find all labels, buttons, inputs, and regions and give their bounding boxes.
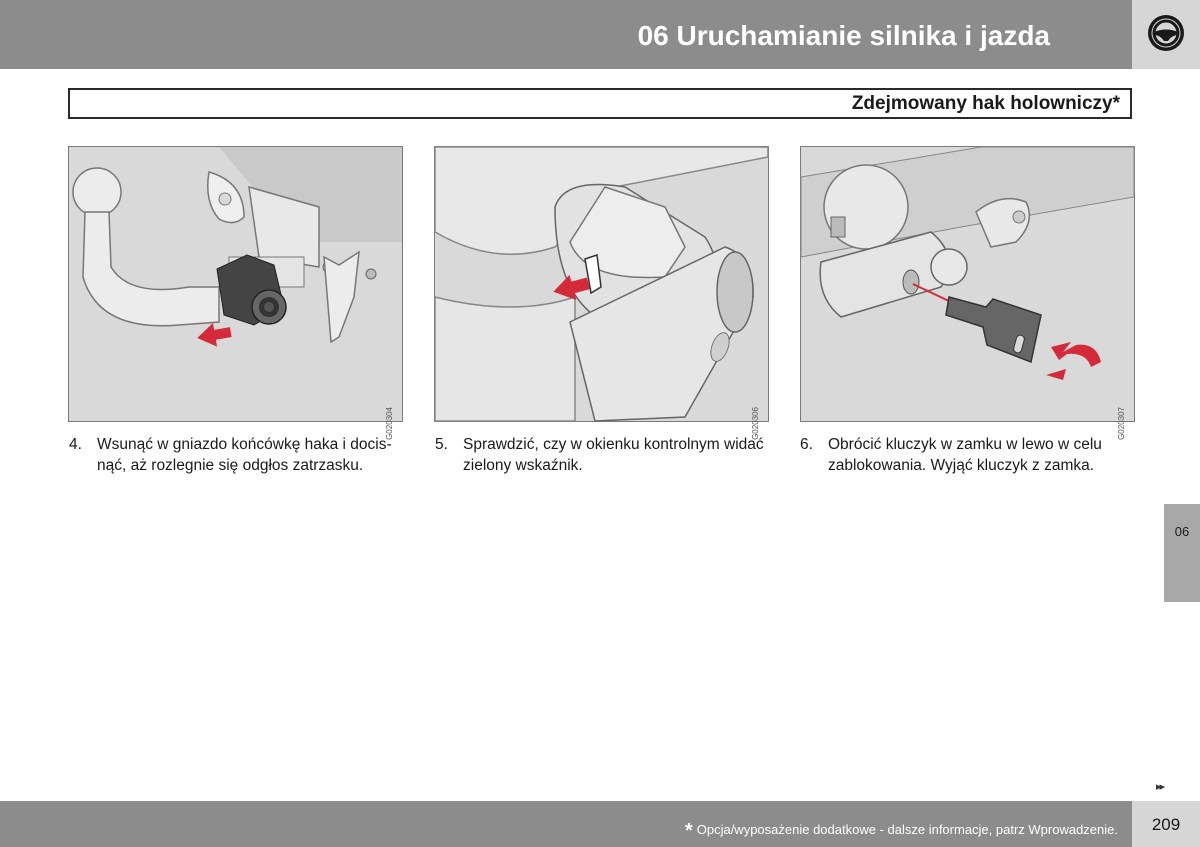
footnote-star: * <box>684 820 693 842</box>
step-number: 4. <box>69 436 82 453</box>
step-text: Wsunąć w gniazdo końcówkę haka i docis-nąć, aż rozlegnie się odgłos zatrzasku. <box>97 436 392 474</box>
step-number: 5. <box>435 436 448 453</box>
lock-key-illustration <box>801 147 1134 421</box>
chapter-side-tab-label: 06 <box>1174 524 1190 539</box>
section-title-box <box>68 88 1132 119</box>
page-number-box <box>1132 801 1200 847</box>
figure-insert-hook <box>68 146 403 440</box>
figure-check-indicator <box>434 146 769 440</box>
step-number: 6. <box>800 436 813 453</box>
figure-lock-key <box>800 146 1135 440</box>
figure-code: G020307 <box>1117 407 1126 440</box>
figure-code: G020306 <box>751 407 760 440</box>
next-page-arrows-icon: ▸▸ <box>1156 781 1164 793</box>
figure-code: G020304 <box>385 407 394 440</box>
chapter-header <box>0 0 1132 69</box>
chapter-icon-box <box>1132 0 1200 69</box>
towbar-insert-illustration <box>69 147 402 421</box>
footnote-text: Opcja/wyposażenie dodatkowe - dalsze informacje, patrz Wprowadzenie. <box>696 822 1118 837</box>
page-number: 209 <box>1151 815 1181 834</box>
step-text: Obrócić kluczyk w zamku w lewo w celu zablokowania. Wyjąć kluczyk z zamka. <box>828 436 1102 474</box>
chapter-side-tab[interactable] <box>1164 504 1200 602</box>
indicator-window-illustration <box>435 147 768 421</box>
section-title: Zdejmowany hak holowniczy* <box>851 93 1120 114</box>
step-text: Sprawdzić, czy w okienku kontrolnym widać zielony wskaźnik. <box>463 436 764 474</box>
page-footer <box>0 801 1132 847</box>
footnote <box>685 817 1118 840</box>
steering-wheel-icon <box>1146 13 1186 53</box>
chapter-title: 06 Uruchamianie silnika i jazda <box>637 20 1050 51</box>
